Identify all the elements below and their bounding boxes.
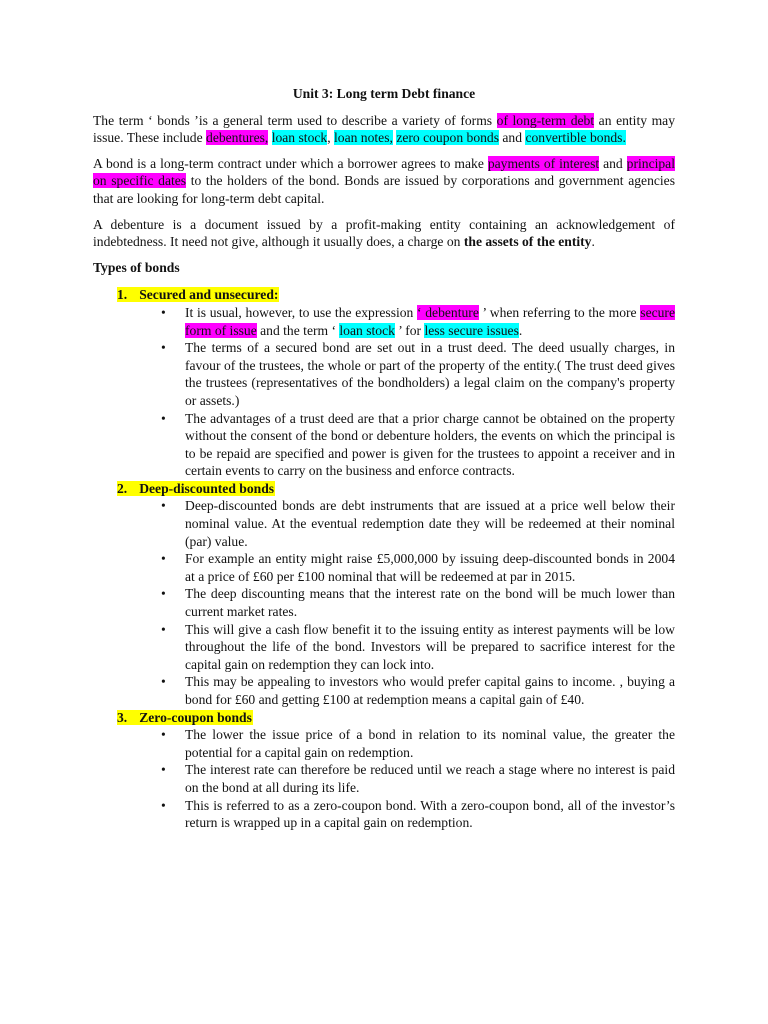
section-heading-zero-coupon (117, 709, 675, 727)
text-run: , (327, 130, 334, 146)
bullet-icon: • (161, 586, 166, 602)
section-number: 3. (117, 709, 128, 725)
debenture-definition-paragraph (93, 216, 675, 251)
bond-definition-paragraph (93, 155, 675, 208)
bullet-icon: • (161, 304, 166, 320)
highlight-cyan: convertible bonds. (525, 130, 626, 146)
bullet-icon: • (161, 674, 166, 690)
highlight-magenta: of long-term debt (496, 112, 595, 128)
text-run: and (599, 155, 627, 171)
list-item (93, 410, 675, 480)
text-run: and the term ‘ (256, 322, 340, 338)
highlight-magenta: ‘ debenture (417, 304, 479, 320)
list-item (93, 797, 675, 832)
text-run: The term ‘ bonds ’is a general term used to describe a variety of forms (93, 112, 497, 128)
list-item-text: For example an entity might raise £5,000,000 by issuing deep-discounted bonds in 2004 at a price of £60 per £100 nominal that will be redeemed at par in 2015. (185, 551, 675, 584)
list-item-text: This may be appealing to investors who would prefer capital gains to income. , buying a bond for £60 and getting £100 at redemption means a capital gain of £40. (185, 674, 675, 707)
highlight-magenta: secure form of issue (185, 304, 675, 338)
list-item (93, 673, 675, 708)
list-item (93, 726, 675, 761)
section-heading-deep-discounted (117, 480, 675, 498)
list-item-text: This will give a cash flow benefit it to the issuing entity as interest payments will be low throughout the life of the bond. Investors will be prepared to sacrifice interest for the capital gain on redemption they can lock into. (185, 621, 675, 672)
bullet-icon: • (161, 727, 166, 743)
list-item (93, 761, 675, 796)
list-item-text: The deep discounting means that the interest rate on the bond will be much lower than current market rates. (185, 586, 675, 620)
list-item-text: The terms of a secured bond are set out in a trust deed. The deed usually charges, in favour of the trustees, the whole or part of the property of the entity.( The trust deed gives the trustees (representatives of the bondholders) a legal claim on the company's property or assets.) (185, 340, 675, 408)
text-run: ’ for (394, 322, 425, 338)
section-title: Zero-coupon bonds (139, 709, 252, 725)
highlight-cyan: loan notes, (334, 130, 393, 146)
section-title: Secured and unsecured: (139, 287, 279, 303)
list-item (93, 550, 675, 585)
document-title: Unit 3: Long term Debt finance (292, 86, 476, 101)
highlight-cyan: loan stock (339, 322, 395, 338)
highlight-cyan: zero coupon bonds (396, 130, 499, 146)
text-run: . (518, 322, 523, 338)
list-item (93, 339, 675, 409)
highlight-magenta: principal on specific dates (93, 155, 675, 189)
list-item (93, 621, 675, 674)
section-number: 1. (117, 287, 128, 303)
text-run: and (499, 130, 526, 146)
list-item-text: The interest rate can therefore be reduced until we reach a stage where no interest is paid on the bond at all during its life. (185, 762, 675, 795)
bullet-icon: • (161, 762, 166, 778)
list-item (93, 585, 675, 620)
text-run: It is usual, however, to use the expression (185, 304, 418, 320)
document-body (93, 85, 675, 832)
list-item-text: Deep-discounted bonds are debt instruments that are issued at a price well below their nominal value. At the eventual redemption date they will be redeemed at their nominal (par) value. (185, 498, 675, 549)
list-item-text: This is referred to as a zero-coupon bond. With a zero-coupon bond, all of the investor’s return is wrapped up in a capital gain on redemption. (185, 797, 675, 831)
bold-text: the assets of the entity (463, 234, 592, 250)
section-heading-highlight (117, 481, 275, 496)
text-run: to the holders of the bond. Bonds are issued by corporations and government agencies that are looking for long-term debt capital. (93, 173, 675, 206)
list-item-text: The lower the issue price of a bond in relation to its nominal value, the greater the potential for a capital gain on redemption. (185, 727, 675, 760)
text-run: A bond is a long-term contract under which a borrower agrees to make (93, 155, 488, 171)
highlight-magenta: payments of interest (487, 155, 600, 171)
highlight-magenta: debentures, (206, 130, 269, 146)
list-item-text: The advantages of a trust deed are that a prior charge cannot be obtained on the property without the consent of the bond or debenture holders, the events on which the principal is to be repaid are specified and power is given for the trustees to appoint a receiver and in certain events to carry on the business and enforce contracts. (185, 410, 675, 479)
text-run: an entity may issue. These include (93, 112, 675, 146)
bullet-icon: • (161, 410, 166, 426)
text-run: . (591, 234, 595, 250)
text-run: ’ when referring to the more (478, 304, 641, 320)
section-number: 2. (117, 480, 128, 496)
highlight-cyan: loan stock (271, 130, 328, 146)
section-heading-highlight (117, 287, 279, 302)
bullet-icon: • (161, 797, 166, 813)
section-title: Deep-discounted bonds (139, 480, 275, 496)
bullet-icon: • (161, 498, 166, 514)
list-item (93, 497, 675, 550)
intro-paragraph (93, 112, 675, 147)
section-heading-secured (117, 286, 675, 304)
bullet-icon: • (161, 551, 166, 567)
highlight-cyan: less secure issues (424, 322, 519, 338)
section-heading-highlight (117, 710, 253, 725)
list-item (93, 304, 675, 339)
bullet-icon: • (161, 340, 166, 356)
bullet-icon: • (161, 621, 166, 637)
text-run: A debenture is a document issued by a profit-making entity containing an acknowledgement of indebtedness. It need not give, although it usually does, a charge on (93, 216, 675, 250)
types-heading: Types of bonds (93, 259, 180, 275)
